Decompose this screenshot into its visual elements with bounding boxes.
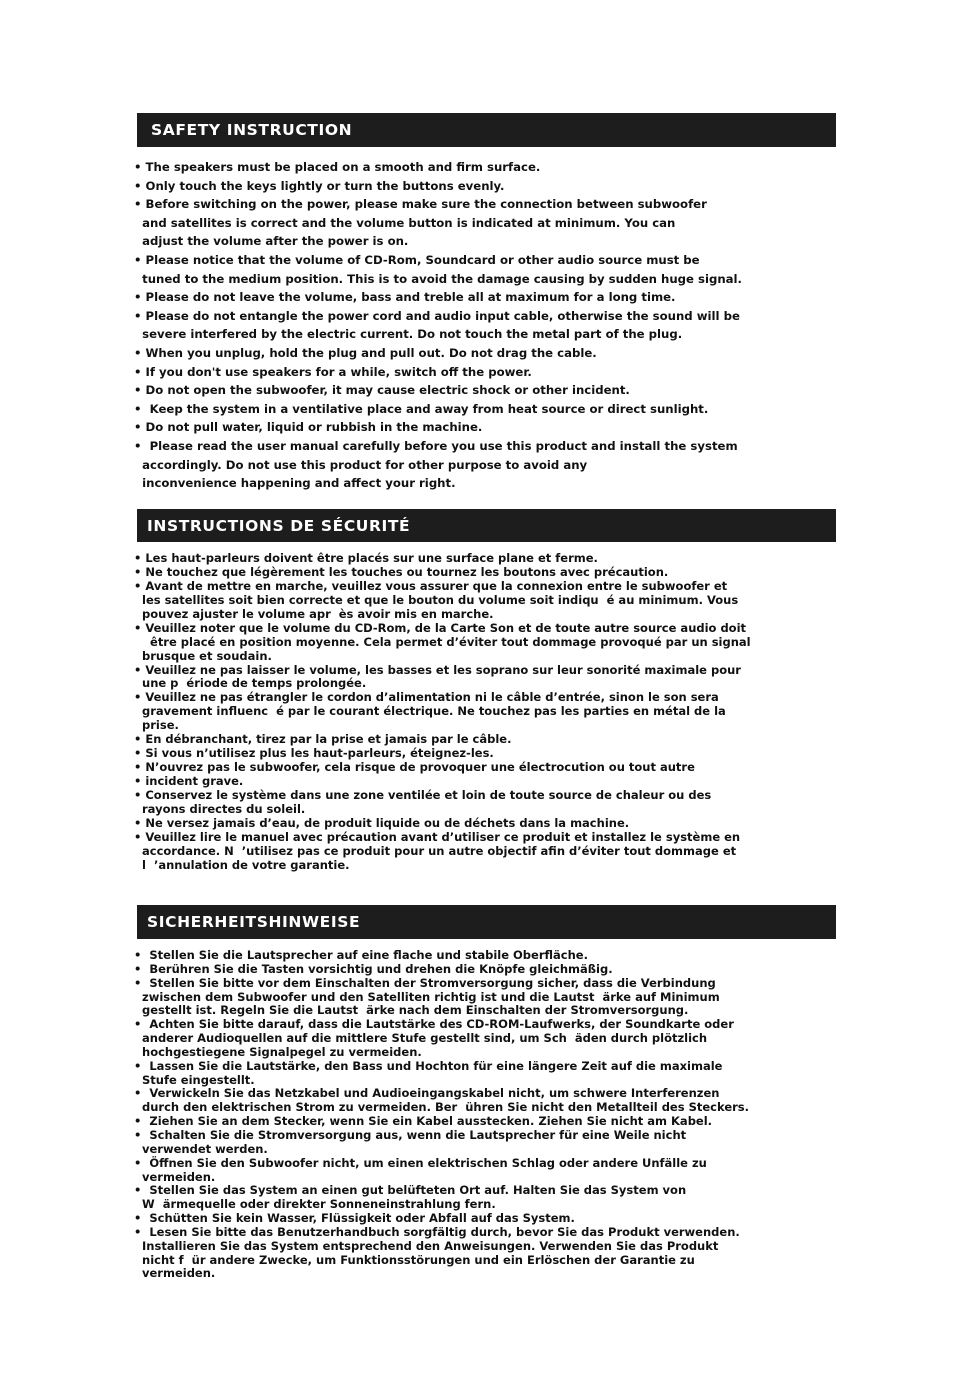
section-title-en: SAFETY INSTRUCTION [151,121,353,139]
instruction-line: • Lassen Sie die Lautstärke, den Bass und Hochton für eine längere Zeit auf die maximale [134,1058,723,1073]
instruction-line: • incident grave. [134,774,244,788]
instruction-line: anderer Audioquellen auf die mittlere Stufe gestellt sind, um Sch äden durch plötzlich [134,1031,708,1046]
instruction-line: brusque et soudain. [134,648,272,663]
instruction-line: • Only touch the keys lightly or turn the buttons evenly. [134,178,505,193]
instruction-line: • Si vous n’utilisez plus les haut-parleurs, éteignez-les. [134,746,494,761]
instruction-line: • Berühren Sie die Tasten vorsichtig und drehen die Knöpfe gleichmäßig. [134,961,613,976]
instruction-line: hochgestiegene Signalpegel zu vermeiden. [134,1044,422,1059]
instruction-line: • Stellen Sie die Lautsprecher auf eine flache und stabile Oberfläche. [134,948,588,962]
instruction-line: • Achten Sie bitte darauf, dass die Lautstärke des CD-ROM-Laufwerks, der Soundkarte oder [134,1017,734,1032]
instruction-line: • When you unplug, hold the plug and pull out. Do not drag the cable. [134,345,597,360]
instruction-line: accordance. N ’utilisez pas ce produit pour un autre objectif afin d’éviter tout dommage et [134,843,737,858]
instruction-line: • Please notice that the volume of CD-Rom, Soundcard or other audio source must be [134,252,700,267]
instruction-line: • Avant de mettre en marche, veuillez vous assurer que la connexion entre le subwoofer et [134,578,728,593]
instruction-line: gravement influenc é par le courant électrique. Ne touchez pas les parties en métal de la [134,704,726,719]
instruction-line: • Ne touchez que légèrement les touches ou tournez les boutons avec précaution. [134,564,669,579]
instruction-line: tuned to the medium position. This is to avoid the damage causing by sudden huge signal. [134,271,742,286]
instruction-line: • Conservez le système dans une zone ventilée et loin de toute source de chaleur ou des [134,787,712,802]
instruction-line: gestellt ist. Regeln Sie die Lautst ärke nach dem Einschalten der Stromversorgung. [134,1003,689,1018]
instruction-line: inconvenience happening and affect your right. [134,476,456,491]
instruction-line: and satellites is correct and the volume button is indicated at minimum. You can [134,215,676,230]
instruction-line: • Ne versez jamais d’eau, de produit liquide ou de déchets dans la machine. [134,815,630,830]
section-header-instructions-de-securite [137,509,836,542]
instruction-line: • Lesen Sie bitte das Benutzerhandbuch sorgfältig durch, bevor Sie das Produkt verwenden. [134,1224,740,1239]
section-title-de: SICHERHEITSHINWEISE [147,913,361,931]
instruction-line: accordingly. Do not use this product for other purpose to avoid any [134,457,588,472]
instruction-line: prise. [134,718,179,733]
instruction-line: W ärmequelle oder direkter Sonneneinstrahlung fern. [134,1197,496,1212]
section-header-safety-instruction [137,113,836,147]
instruction-line: severe interfered by the electric current. Do not touch the metal part of the plug. [134,327,683,342]
instruction-line: Installieren Sie das System entsprechend den Anweisungen. Verwenden Sie das Produkt [134,1238,719,1253]
instruction-line: • Les haut-parleurs doivent être placés sur une surface plane et ferme. [134,551,598,565]
instruction-line: • Veuillez lire le manuel avec précaution avant d’utiliser ce produit et installez le système en [134,829,741,844]
instruction-line: • Veuillez noter que le volume du CD-Rom, de la Carte Son et de toute autre source audio doit [134,620,747,635]
instruction-line: • Do not open the subwoofer, it may cause electric shock or other incident. [134,383,630,398]
instruction-line: • Stellen Sie das System an einen gut belüfteten Ort auf. Halten Sie das System von [134,1183,687,1198]
instruction-line: pouvez ajuster le volume apr ès avoir mis en marche. [134,606,494,621]
instruction-line: • If you don't use speakers for a while, switch off the power. [134,364,532,379]
instruction-line: adjust the volume after the power is on. [134,234,409,249]
instruction-line: durch den elektrischen Strom zu vermeiden. Ber ühren Sie nicht den Metallteil des Steckers. [134,1100,750,1115]
instruction-line: • Veuillez ne pas étrangler le cordon d’alimentation ni le câble d’entrée, sinon le son sera [134,690,719,705]
instruction-line: zwischen dem Subwoofer und den Satelliten richtig ist und die Lautst ärke auf Minimum [134,989,720,1004]
instruction-line: • Before switching on the power, please make sure the connection between subwoofer [134,197,707,212]
instruction-line: • N’ouvrez pas le subwoofer, cela risque de provoquer une électrocution ou tout autre [134,760,695,775]
instruction-line: • Keep the system in a ventilative place and away from heat source or direct sunlight. [134,401,709,416]
instruction-line: une p ériode de temps prolongée. [134,676,367,691]
instruction-line: • Please do not entangle the power cord and audio input cable, otherwise the sound will be [134,308,740,323]
instruction-line: être placé en position moyenne. Cela permet d’éviter tout dommage provoqué par un signal [134,634,751,649]
instruction-line: • Öffnen Sie den Subwoofer nicht, um einen elektrischen Schlag oder andere Unfälle zu [134,1155,707,1170]
instruction-line: • Please read the user manual carefully before you use this product and install the system [134,438,738,453]
instruction-line: • Schütten Sie kein Wasser, Flüssigkeit oder Abfall auf das System. [134,1211,575,1226]
section-header-sicherheitshinweise [137,905,836,939]
instruction-line: • Ziehen Sie an dem Stecker, wenn Sie ein Kabel ausstecken. Ziehen Sie nicht am Kabel. [134,1114,713,1129]
instruction-line: rayons directes du soleil. [134,801,306,816]
instruction-line: l ’annulation de votre garantie. [134,857,350,872]
instruction-line: vermeiden. [134,1266,216,1281]
instruction-line: les satellites soit bien correcte et que le bouton du volume soit indiqu é au minimum. Vous [134,592,739,607]
instruction-line: • Do not pull water, liquid or rubbish in the machine. [134,420,483,435]
instruction-line: • Schalten Sie die Stromversorgung aus, wenn die Lautsprecher für eine Weile nicht [134,1127,687,1142]
instructions-de-securite-list [134,552,854,873]
sicherheitshinweise-list [134,949,854,1281]
instruction-line: • Stellen Sie bitte vor dem Einschalten der Stromversorgung sicher, dass die Verbindung [134,975,716,990]
instruction-line: vermeiden. [134,1169,216,1184]
safety-instruction-list [134,158,854,493]
instruction-line: • Veuillez ne pas laisser le volume, les basses et les soprano sur leur sonorité maximale pour [134,662,741,677]
instruction-line: verwendet werden. [134,1141,268,1156]
instruction-line: • Please do not leave the volume, bass and treble all at maximum for a long time. [134,290,676,305]
instruction-line: • The speakers must be placed on a smooth and firm surface. [134,160,541,174]
instruction-line: • Verwickeln Sie das Netzkabel und Audioeingangskabel nicht, um schwere Interferenzen [134,1086,720,1101]
instruction-line: nicht f ür andere Zwecke, um Funktionsstörungen und ein Erlöschen der Garantie zu [134,1252,695,1267]
section-title-fr: INSTRUCTIONS DE SÉCURITÉ [147,516,411,535]
instruction-line: • En débranchant, tirez par la prise et jamais par le câble. [134,732,512,747]
instruction-line: Stufe eingestellt. [134,1072,255,1087]
